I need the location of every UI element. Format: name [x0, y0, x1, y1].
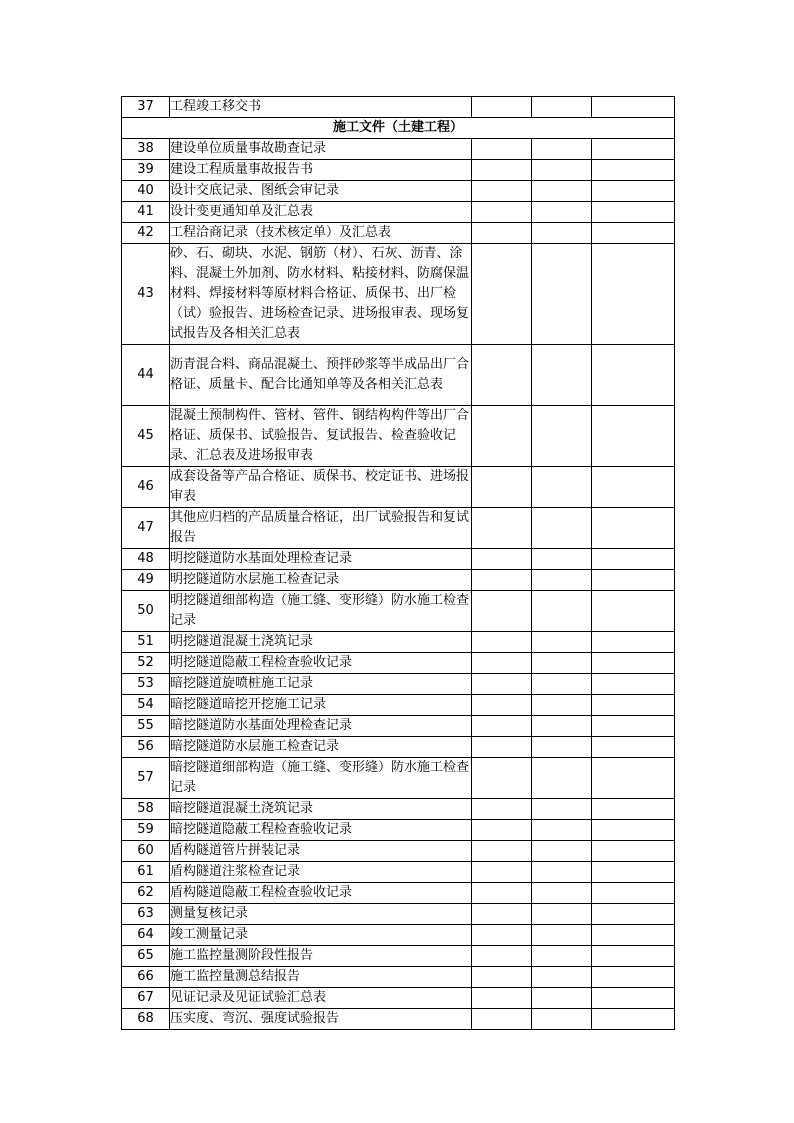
- row-cell-empty: [532, 97, 592, 118]
- row-number: 38: [122, 139, 170, 160]
- row-cell-empty: [532, 653, 592, 674]
- table-row: [122, 737, 675, 758]
- row-cell-empty: [532, 967, 592, 988]
- table-row: [122, 202, 675, 223]
- row-cell-empty: [532, 988, 592, 1009]
- row-cell-empty: [592, 508, 675, 549]
- row-cell-empty: [592, 181, 675, 202]
- row-document-name: 建设单位质量事故勘查记录: [170, 139, 472, 160]
- section-header-row: [122, 118, 675, 139]
- row-number: 45: [122, 406, 170, 467]
- row-cell-empty: [472, 695, 532, 716]
- table-row: [122, 632, 675, 653]
- row-cell-empty: [532, 820, 592, 841]
- row-cell-empty: [472, 737, 532, 758]
- table-row: [122, 820, 675, 841]
- table-row: [122, 508, 675, 549]
- row-document-name: 压实度、弯沉、强度试验报告: [170, 1009, 472, 1030]
- row-cell-empty: [532, 244, 592, 345]
- row-document-name: 成套设备等产品合格证、质保书、校定证书、进场报审表: [170, 467, 472, 508]
- row-number: 55: [122, 716, 170, 737]
- row-cell-empty: [472, 139, 532, 160]
- section-title: 施工文件（土建工程）: [122, 118, 675, 139]
- table-row: [122, 1009, 675, 1030]
- archive-list-table: [121, 96, 675, 1030]
- row-cell-empty: [592, 904, 675, 925]
- row-document-name: 设计变更通知单及汇总表: [170, 202, 472, 223]
- row-number: 64: [122, 925, 170, 946]
- table-row: [122, 591, 675, 632]
- row-number: 51: [122, 632, 170, 653]
- table-row: [122, 181, 675, 202]
- table-row: [122, 139, 675, 160]
- table-row: [122, 967, 675, 988]
- row-number: 61: [122, 862, 170, 883]
- row-cell-empty: [532, 862, 592, 883]
- row-cell-empty: [532, 737, 592, 758]
- row-number: 53: [122, 674, 170, 695]
- row-number: 46: [122, 467, 170, 508]
- row-cell-empty: [472, 591, 532, 632]
- row-cell-empty: [592, 223, 675, 244]
- row-cell-empty: [532, 591, 592, 632]
- row-cell-empty: [472, 508, 532, 549]
- row-cell-empty: [592, 820, 675, 841]
- row-document-name: 沥青混合料、商品混凝土、预拌砂浆等半成品出厂合格证、质量卡、配合比通知单等及各相关汇总表: [170, 345, 472, 406]
- row-cell-empty: [592, 695, 675, 716]
- table-row: [122, 841, 675, 862]
- row-cell-empty: [472, 674, 532, 695]
- table-row: [122, 467, 675, 508]
- row-cell-empty: [472, 988, 532, 1009]
- row-document-name: 砂、石、砌块、水泥、钢筋（材）、石灰、沥青、涂料、混凝土外加剂、防水材料、粘接材料、防腐保温材料、焊接材料等原材料合格证、质保书、出厂检（试）验报告、进场检查记录、进场报审表、现场复试报告及各相关汇总表: [170, 244, 472, 345]
- row-cell-empty: [592, 841, 675, 862]
- row-cell-empty: [532, 716, 592, 737]
- row-cell-empty: [532, 674, 592, 695]
- row-number: 37: [122, 97, 170, 118]
- row-cell-empty: [472, 549, 532, 570]
- table-row: [122, 695, 675, 716]
- row-cell-empty: [532, 345, 592, 406]
- row-cell-empty: [592, 570, 675, 591]
- row-cell-empty: [592, 632, 675, 653]
- row-cell-empty: [532, 904, 592, 925]
- row-cell-empty: [472, 181, 532, 202]
- row-cell-empty: [532, 695, 592, 716]
- row-number: 68: [122, 1009, 170, 1030]
- row-cell-empty: [592, 467, 675, 508]
- row-cell-empty: [472, 467, 532, 508]
- row-cell-empty: [592, 160, 675, 181]
- row-number: 39: [122, 160, 170, 181]
- row-cell-empty: [592, 758, 675, 799]
- row-cell-empty: [592, 1009, 675, 1030]
- row-number: 63: [122, 904, 170, 925]
- row-cell-empty: [532, 883, 592, 904]
- table-row: [122, 988, 675, 1009]
- row-cell-empty: [532, 946, 592, 967]
- row-document-name: 暗挖隧道隐蔽工程检查验收记录: [170, 820, 472, 841]
- table-row: [122, 97, 675, 118]
- row-document-name: 明挖隧道防水基面处理检查记录: [170, 549, 472, 570]
- row-document-name: 盾构隧道管片拼装记录: [170, 841, 472, 862]
- row-cell-empty: [472, 925, 532, 946]
- row-document-name: 明挖隧道防水层施工检查记录: [170, 570, 472, 591]
- row-number: 62: [122, 883, 170, 904]
- row-document-name: 盾构隧道隐蔽工程检查验收记录: [170, 883, 472, 904]
- row-cell-empty: [592, 946, 675, 967]
- row-cell-empty: [472, 160, 532, 181]
- row-number: 47: [122, 508, 170, 549]
- table-row: [122, 716, 675, 737]
- row-cell-empty: [472, 653, 532, 674]
- row-cell-empty: [592, 244, 675, 345]
- row-cell-empty: [472, 223, 532, 244]
- row-cell-empty: [532, 549, 592, 570]
- row-cell-empty: [592, 674, 675, 695]
- table-row: [122, 160, 675, 181]
- row-number: 67: [122, 988, 170, 1009]
- row-cell-empty: [532, 406, 592, 467]
- row-cell-empty: [592, 925, 675, 946]
- table-row: [122, 883, 675, 904]
- row-cell-empty: [592, 591, 675, 632]
- row-cell-empty: [592, 406, 675, 467]
- row-cell-empty: [532, 467, 592, 508]
- row-cell-empty: [532, 223, 592, 244]
- row-number: 60: [122, 841, 170, 862]
- row-document-name: 暗挖隧道细部构造（施工缝、变形缝）防水施工检查记录: [170, 758, 472, 799]
- row-document-name: 竣工测量记录: [170, 925, 472, 946]
- row-cell-empty: [472, 967, 532, 988]
- table-row: [122, 674, 675, 695]
- row-cell-empty: [532, 160, 592, 181]
- row-document-name: 暗挖隧道旋喷桩施工记录: [170, 674, 472, 695]
- row-number: 40: [122, 181, 170, 202]
- row-cell-empty: [472, 97, 532, 118]
- row-cell-empty: [472, 946, 532, 967]
- row-cell-empty: [532, 758, 592, 799]
- row-cell-empty: [532, 570, 592, 591]
- row-cell-empty: [592, 967, 675, 988]
- row-document-name: 工程竣工移交书: [170, 97, 472, 118]
- row-document-name: 暗挖隧道混凝土浇筑记录: [170, 799, 472, 820]
- row-cell-empty: [532, 508, 592, 549]
- row-number: 56: [122, 737, 170, 758]
- row-cell-empty: [592, 202, 675, 223]
- row-document-name: 明挖隧道细部构造（施工缝、变形缝）防水施工检查记录: [170, 591, 472, 632]
- table-row: [122, 406, 675, 467]
- row-cell-empty: [472, 716, 532, 737]
- row-document-name: 测量复核记录: [170, 904, 472, 925]
- row-cell-empty: [472, 820, 532, 841]
- table-row: [122, 799, 675, 820]
- table-row: [122, 904, 675, 925]
- row-cell-empty: [592, 653, 675, 674]
- row-number: 66: [122, 967, 170, 988]
- table-row: [122, 223, 675, 244]
- row-cell-empty: [472, 406, 532, 467]
- row-number: 57: [122, 758, 170, 799]
- row-cell-empty: [472, 841, 532, 862]
- row-number: 59: [122, 820, 170, 841]
- row-cell-empty: [532, 632, 592, 653]
- row-cell-empty: [532, 202, 592, 223]
- row-cell-empty: [592, 799, 675, 820]
- row-number: 41: [122, 202, 170, 223]
- row-cell-empty: [592, 139, 675, 160]
- table-row: [122, 244, 675, 345]
- row-document-name: 施工监控量测阶段性报告: [170, 946, 472, 967]
- row-cell-empty: [472, 904, 532, 925]
- row-cell-empty: [592, 737, 675, 758]
- row-number: 54: [122, 695, 170, 716]
- row-cell-empty: [472, 345, 532, 406]
- row-number: 48: [122, 549, 170, 570]
- row-cell-empty: [592, 549, 675, 570]
- row-number: 50: [122, 591, 170, 632]
- row-cell-empty: [592, 862, 675, 883]
- row-document-name: 建设工程质量事故报告书: [170, 160, 472, 181]
- row-number: 43: [122, 244, 170, 345]
- row-document-name: 混凝土预制构件、管材、管件、钢结构构件等出厂合格证、质保书、试验报告、复试报告、检查验收记录、汇总表及进场报审表: [170, 406, 472, 467]
- row-number: 58: [122, 799, 170, 820]
- table-row: [122, 653, 675, 674]
- row-document-name: 暗挖隧道防水基面处理检查记录: [170, 716, 472, 737]
- row-number: 42: [122, 223, 170, 244]
- table-row: [122, 862, 675, 883]
- row-cell-empty: [472, 758, 532, 799]
- row-document-name: 工程洽商记录（技术核定单）及汇总表: [170, 223, 472, 244]
- row-cell-empty: [472, 202, 532, 223]
- row-document-name: 施工监控量测总结报告: [170, 967, 472, 988]
- row-document-name: 暗挖隧道暗挖开挖施工记录: [170, 695, 472, 716]
- row-cell-empty: [472, 1009, 532, 1030]
- row-cell-empty: [472, 799, 532, 820]
- row-number: 52: [122, 653, 170, 674]
- row-cell-empty: [592, 988, 675, 1009]
- row-cell-empty: [592, 883, 675, 904]
- table-row: [122, 570, 675, 591]
- row-cell-empty: [532, 1009, 592, 1030]
- table-row: [122, 758, 675, 799]
- row-cell-empty: [532, 925, 592, 946]
- row-cell-empty: [592, 716, 675, 737]
- row-document-name: 其他应归档的产品质量合格证，出厂试验报告和复试报告: [170, 508, 472, 549]
- row-document-name: 明挖隧道混凝土浇筑记录: [170, 632, 472, 653]
- row-cell-empty: [592, 97, 675, 118]
- row-cell-empty: [532, 799, 592, 820]
- row-cell-empty: [472, 244, 532, 345]
- row-cell-empty: [472, 862, 532, 883]
- table-row: [122, 345, 675, 406]
- row-cell-empty: [472, 883, 532, 904]
- row-cell-empty: [532, 841, 592, 862]
- row-cell-empty: [592, 345, 675, 406]
- row-cell-empty: [532, 139, 592, 160]
- row-number: 49: [122, 570, 170, 591]
- table-row: [122, 925, 675, 946]
- row-document-name: 盾构隧道注浆检查记录: [170, 862, 472, 883]
- table-row: [122, 549, 675, 570]
- table-row: [122, 946, 675, 967]
- row-document-name: 设计交底记录、图纸会审记录: [170, 181, 472, 202]
- row-document-name: 明挖隧道隐蔽工程检查验收记录: [170, 653, 472, 674]
- row-cell-empty: [472, 570, 532, 591]
- row-cell-empty: [472, 632, 532, 653]
- row-number: 65: [122, 946, 170, 967]
- row-number: 44: [122, 345, 170, 406]
- row-cell-empty: [532, 181, 592, 202]
- row-document-name: 见证记录及见证试验汇总表: [170, 988, 472, 1009]
- row-document-name: 暗挖隧道防水层施工检查记录: [170, 737, 472, 758]
